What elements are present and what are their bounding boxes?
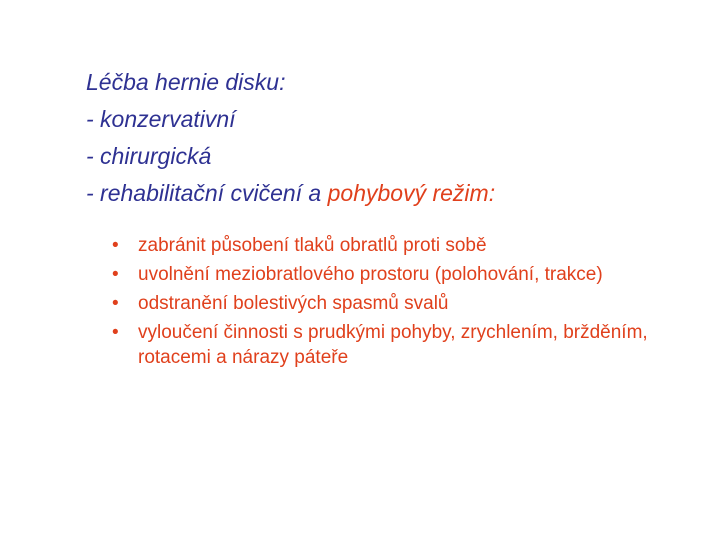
list-item <box>112 262 702 287</box>
bullet-icon: • <box>112 293 119 314</box>
list-item-text: uvolnění meziobratlového prostoru (polohování, trakce) <box>138 264 603 285</box>
heading-item-conservative: - konzervativní <box>86 106 236 132</box>
list-item <box>112 233 702 258</box>
bullet-list <box>112 233 702 374</box>
heading-block <box>86 64 495 212</box>
heading-title: Léčba hernie disku: <box>86 69 286 95</box>
bullet-icon: • <box>112 235 119 256</box>
list-item <box>112 291 702 316</box>
heading-item-rehabilitation-text: - rehabilitační cvičení a <box>86 180 328 206</box>
list-item-text: zabránit působení tlaků obratlů proti sobě <box>138 235 487 256</box>
bullet-icon: • <box>112 322 119 343</box>
bullet-icon: • <box>112 264 119 285</box>
list-item-text: odstranění bolestivých spasmů svalů <box>138 293 449 314</box>
list-item-text: vyloučení činnosti s prudkými pohyby, zrychlením, bržděním, rotacemi a nárazy páteře <box>138 322 648 368</box>
heading-item-surgical: - chirurgická <box>86 143 212 169</box>
heading-item-rehabilitation <box>86 175 495 212</box>
heading-item-highlight: pohybový režim: <box>327 180 496 206</box>
list-item <box>112 320 702 370</box>
